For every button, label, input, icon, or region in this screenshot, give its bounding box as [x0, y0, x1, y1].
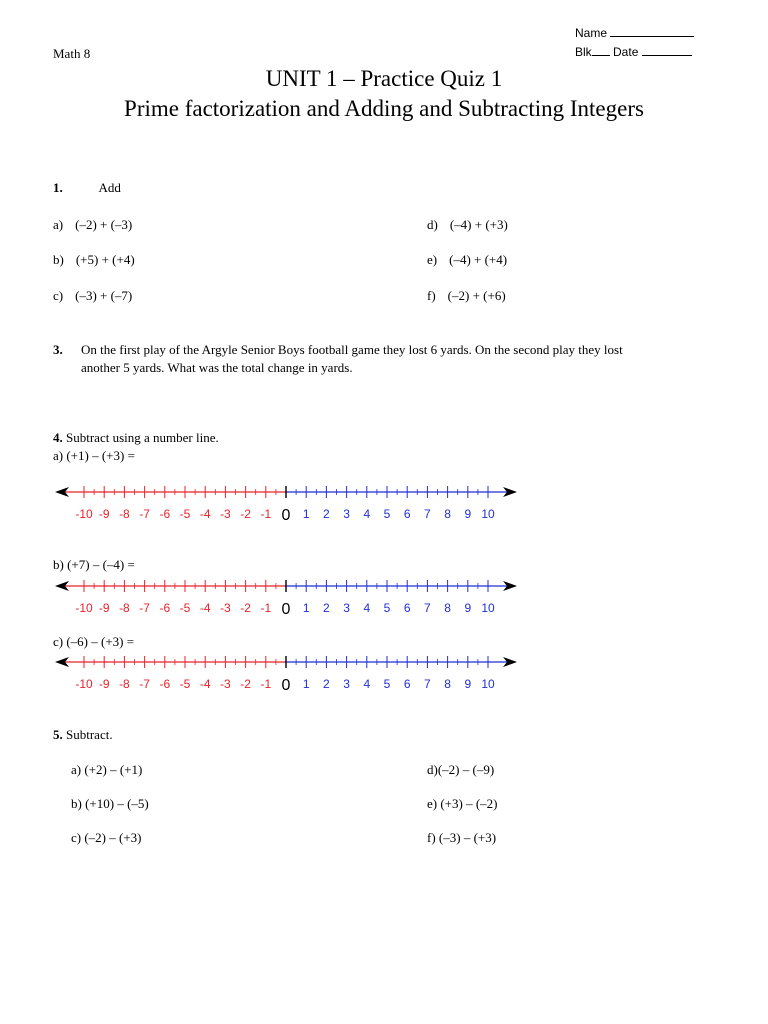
q3-text-line-1: On the first play of the Argyle Senior Boys football game they lost 6 yards. On the second play they lost: [81, 342, 623, 357]
tick-label: -8: [119, 677, 130, 691]
q1-item-e: e) (–4) + (+4): [427, 252, 508, 267]
tick-label: 8: [444, 601, 451, 615]
tick-label: 0: [281, 601, 291, 618]
tick-label: 8: [444, 507, 451, 521]
tick-label: -2: [240, 677, 251, 691]
tick-label: -8: [119, 601, 130, 615]
tick-label: 1: [302, 507, 310, 521]
tick-label: -9: [98, 677, 110, 691]
q5-heading: [53, 727, 113, 743]
tick-label: 6: [403, 601, 411, 615]
course-label: Math 8: [53, 46, 91, 61]
q5-item-c: c) (–2) – (+3): [71, 830, 142, 845]
number-line-b: [53, 574, 519, 618]
q4-instruction: Subtract using a number line.: [66, 430, 219, 445]
tick-label: -1: [260, 601, 272, 615]
tick-label: 5: [383, 677, 391, 691]
tick-label: 6: [403, 677, 411, 691]
q1-item-c: c) (–3) + (–7): [53, 288, 133, 303]
tick-label: 5: [383, 601, 391, 615]
tick-label: 4: [363, 507, 371, 521]
tick-label: -3: [220, 677, 231, 691]
tick-label: -3: [220, 601, 231, 615]
tick-label: 9: [464, 677, 472, 691]
q4-item-c-label: c) (–6) – (+3) =: [53, 634, 135, 649]
tick-label: -8: [119, 507, 130, 521]
tick-label: 6: [403, 507, 411, 521]
tick-label: 4: [363, 601, 371, 615]
tick-label: -10: [75, 507, 93, 521]
tick-label: -1: [260, 677, 272, 691]
tick-label: -10: [75, 677, 93, 691]
q3-text-line-2: another 5 yards. What was the total change in yards.: [81, 360, 353, 375]
tick-label: -4: [199, 677, 211, 691]
q4-number: 4.: [53, 430, 63, 445]
tick-label: 10: [481, 677, 495, 691]
q4-item-b-label: b) (+7) – (–4) =: [53, 557, 135, 572]
tick-label: -5: [179, 601, 191, 615]
tick-label: -2: [240, 507, 251, 521]
tick-label: -7: [139, 507, 150, 521]
tick-label: -6: [159, 677, 171, 691]
tick-label: -6: [159, 507, 171, 521]
tick-label: 7: [424, 507, 431, 521]
tick-label: -4: [199, 601, 211, 615]
title-line-1: UNIT 1 – Practice Quiz 1: [265, 66, 503, 91]
q5-instruction: Subtract.: [66, 727, 113, 742]
tick-label: 3: [343, 677, 350, 691]
blk-label: Blk: [575, 45, 592, 59]
tick-label: -1: [260, 507, 272, 521]
q1-item-d: d) (–4) + (+3): [427, 217, 508, 232]
tick-label: 1: [302, 677, 310, 691]
tick-label: 0: [281, 677, 291, 694]
tick-label: 7: [424, 601, 431, 615]
q5-item-b: b) (+10) – (–5): [71, 796, 149, 811]
tick-label: -4: [199, 507, 211, 521]
tick-label: 1: [302, 601, 310, 615]
q1-item-f: f) (–2) + (+6): [427, 288, 506, 303]
title-line-2: Prime factorization and Adding and Subtracting Integers: [124, 96, 644, 121]
tick-label: 7: [424, 677, 431, 691]
q3-number: 3.: [53, 342, 63, 357]
tick-label: -7: [139, 601, 150, 615]
date-label: Date: [613, 45, 639, 59]
q1-instruction: Add: [98, 180, 121, 195]
q4-heading: [53, 430, 219, 446]
q5-item-d: d)(–2) – (–9): [427, 762, 495, 777]
tick-label: 2: [323, 601, 330, 615]
number-line-c: [53, 650, 519, 694]
tick-label: 3: [343, 601, 350, 615]
q5-number: 5.: [53, 727, 63, 742]
name-field[interactable]: [575, 25, 694, 40]
tick-label: 5: [383, 507, 391, 521]
q1-item-b: b) (+5) + (+4): [53, 252, 135, 267]
date-blank[interactable]: [642, 44, 692, 56]
q1-number: 1.: [53, 180, 63, 195]
q4-item-a-label: a) (+1) – (+3) =: [53, 448, 135, 463]
tick-label: -7: [139, 677, 150, 691]
tick-label: -6: [159, 601, 171, 615]
q5-item-a: a) (+2) – (+1): [71, 762, 143, 777]
tick-label: -9: [98, 601, 110, 615]
tick-label: 0: [281, 507, 291, 524]
tick-label: -10: [75, 601, 93, 615]
q5-item-e: e) (+3) – (–2): [427, 796, 498, 811]
q1-heading: [53, 180, 121, 196]
tick-label: -2: [240, 601, 251, 615]
tick-label: -5: [179, 507, 191, 521]
tick-label: 8: [444, 677, 451, 691]
name-blank[interactable]: [610, 25, 694, 37]
tick-label: -5: [179, 677, 191, 691]
q1-item-a: a) (–2) + (–3): [53, 217, 133, 232]
tick-label: 9: [464, 507, 472, 521]
tick-label: 2: [323, 507, 330, 521]
q5-item-f: f) (–3) – (+3): [427, 830, 497, 845]
blk-date-field[interactable]: [575, 44, 692, 59]
tick-label: 4: [363, 677, 371, 691]
blk-blank[interactable]: [592, 44, 610, 56]
tick-label: -9: [98, 507, 110, 521]
tick-label: 9: [464, 601, 472, 615]
tick-label: 2: [323, 677, 330, 691]
number-line-a: [53, 480, 519, 524]
name-label: Name: [575, 26, 608, 40]
tick-label: 10: [481, 507, 495, 521]
q3-number-wrap: [53, 342, 63, 358]
tick-label: 3: [343, 507, 350, 521]
tick-label: -3: [220, 507, 231, 521]
tick-label: 10: [481, 601, 495, 615]
